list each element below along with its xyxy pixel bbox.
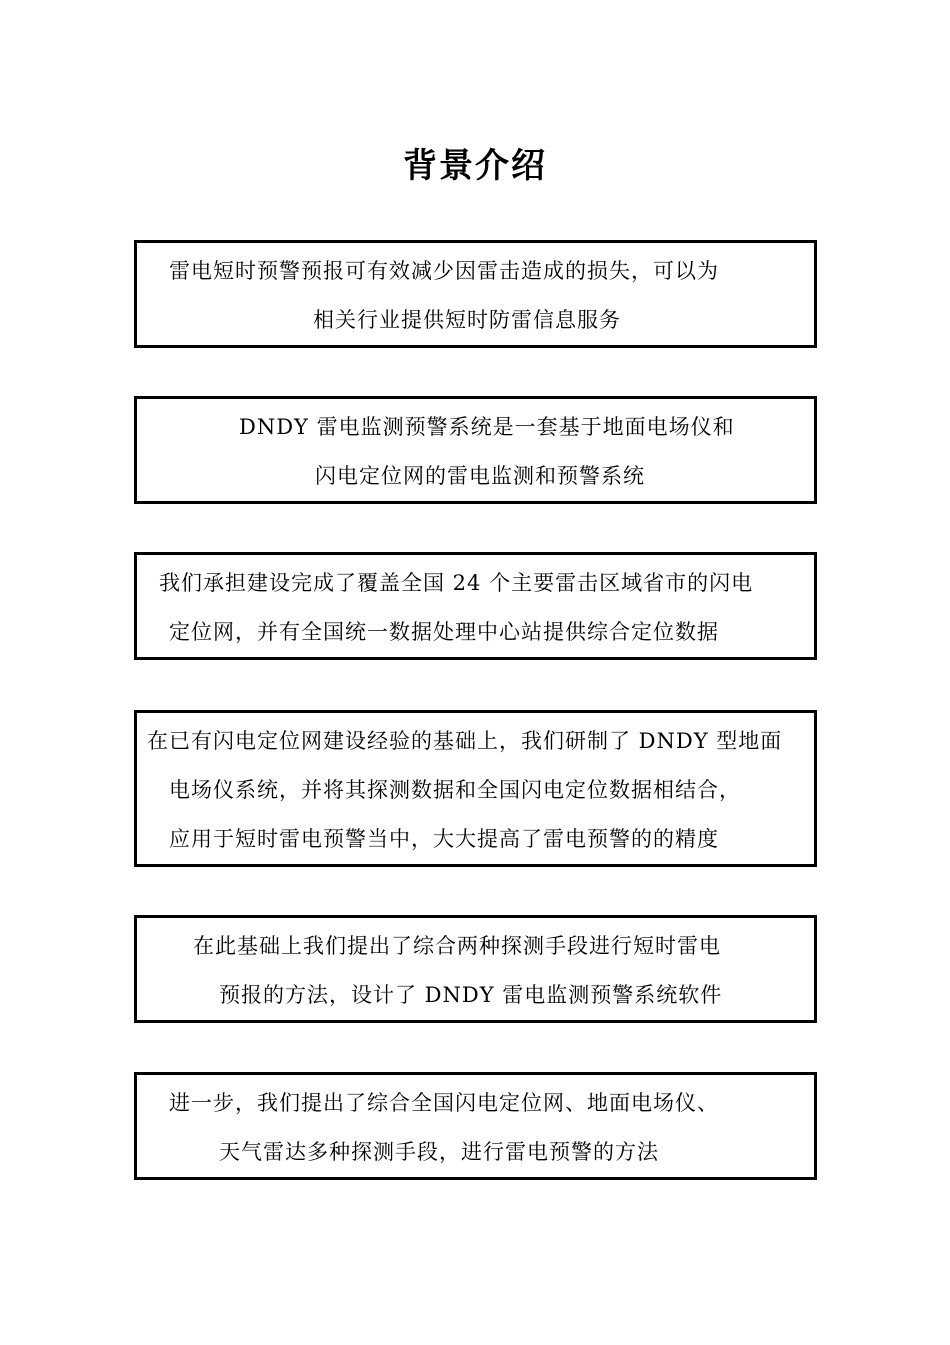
- text-box-4: [134, 710, 817, 867]
- box-line: 进一步，我们提出了综合全国闪电定位网、地面电场仪、: [169, 1091, 719, 1115]
- text-box-3: [134, 552, 817, 660]
- box-line: 在此基础上我们提出了综合两种探测手段进行短时雷电: [193, 934, 721, 958]
- text-box-5: [134, 915, 817, 1023]
- box-line: 闪电定位网的雷电监测和预警系统: [315, 464, 645, 488]
- text-box-2: [134, 396, 817, 504]
- box-line: 电场仪系统，并将其探测数据和全国闪电定位数据相结合，: [169, 778, 741, 802]
- page-title: 背景介绍: [403, 146, 547, 186]
- box-line: 我们承担建设完成了覆盖全国 24 个主要雷击区域省市的闪电: [159, 571, 754, 595]
- box-line: 天气雷达多种探测手段，进行雷电预警的方法: [219, 1140, 659, 1164]
- box-line: DNDY 雷电监测预警系统是一套基于地面电场仪和: [239, 415, 735, 439]
- box-line: 预报的方法，设计了 DNDY 雷电监测预警系统软件: [219, 983, 723, 1007]
- text-box-6: [134, 1072, 817, 1180]
- box-line: 应用于短时雷电预警当中，大大提高了雷电预警的的精度: [169, 827, 719, 851]
- box-line: 相关行业提供短时防雷信息服务: [313, 308, 621, 332]
- text-box-1: [134, 240, 817, 348]
- box-line: 雷电短时预警预报可有效减少因雷击造成的损失，可以为: [169, 259, 719, 283]
- box-line: 在已有闪电定位网建设经验的基础上，我们研制了 DNDY 型地面: [147, 729, 783, 753]
- box-line: 定位网，并有全国统一数据处理中心站提供综合定位数据: [169, 620, 719, 644]
